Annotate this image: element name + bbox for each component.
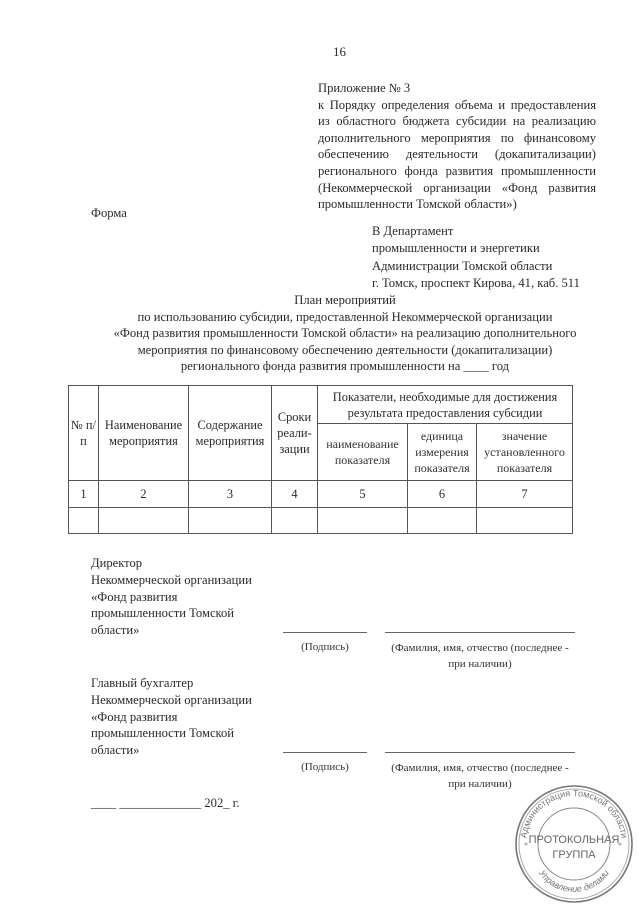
- role-line: Директор: [91, 556, 143, 570]
- column-number: 5: [318, 481, 408, 508]
- column-number: 4: [272, 481, 318, 508]
- role-line: «Фонд развития: [91, 709, 178, 724]
- stamp-outer-bottom: Управление делами: [537, 868, 611, 895]
- director-signature-line[interactable]: [283, 632, 367, 633]
- empty-cell[interactable]: [189, 508, 272, 534]
- document-title: [60, 292, 630, 375]
- column-number: 3: [189, 481, 272, 508]
- role-line: Некоммерческой организации: [91, 692, 252, 707]
- accountant-role: [91, 675, 252, 759]
- appendix-line: обеспечению деятельности (докапитализации): [318, 147, 596, 162]
- column-number: 6: [408, 481, 477, 508]
- role-line: промышленности Томской: [91, 606, 235, 621]
- signature-label: (Подпись): [301, 761, 349, 773]
- svg-text:*: *: [524, 841, 528, 850]
- director-role: [91, 555, 252, 639]
- empty-cell[interactable]: [408, 508, 477, 534]
- column-number: 7: [477, 481, 573, 508]
- title-line: мероприятия по финансовому обеспечению деятельности (докапитализации): [137, 342, 553, 357]
- appendix-line: промышленности Томской области»): [318, 197, 517, 212]
- header-indicator-unit: единица измерения показателя: [408, 424, 477, 481]
- header-indicator-value: значение установленного показателя: [477, 424, 573, 481]
- appendix-line: из областного бюджета субсидии на реализацию: [318, 114, 596, 129]
- header-name: Наименование мероприятия: [99, 386, 189, 481]
- svg-text:*: *: [618, 841, 622, 850]
- appendix-line: дополнительного мероприятия по финансовому: [318, 130, 596, 145]
- svg-text:Администрация Томской области: [518, 788, 629, 839]
- accountant-name-line[interactable]: [385, 752, 575, 753]
- title-line: регионального фонда развития промышленности на ____ год: [180, 359, 510, 374]
- stamp-center-2: ГРУППА: [552, 849, 596, 861]
- empty-cell[interactable]: [318, 508, 408, 534]
- role-line: промышленности Томской: [91, 726, 235, 741]
- role-line: «Фонд развития: [91, 589, 178, 604]
- stamp-center-1: ПРОТОКОЛЬНАЯ: [528, 834, 620, 846]
- addressee-line: Администрации Томской области: [372, 258, 553, 273]
- role-line: области»: [91, 743, 140, 758]
- empty-cell[interactable]: [477, 508, 573, 534]
- header-indicators: Показатели, необходимые для достижения результата предоставления субсидии: [318, 386, 573, 424]
- appendix-line: (Некоммерческой организации «Фонд развития: [318, 180, 596, 195]
- role-line: Главный бухгалтер: [91, 676, 194, 690]
- appendix-line: регионального фонда развития промышленности: [318, 163, 596, 178]
- name-label-line: (Фамилия, имя, отчество (последнее -: [391, 762, 569, 774]
- svg-text:Управление делами: [536, 867, 611, 894]
- name-label-line: при наличии): [448, 778, 512, 790]
- name-label-line: при наличии): [448, 658, 512, 670]
- header-num: № п/п: [69, 386, 99, 481]
- name-label-line: (Фамилия, имя, отчество (последнее -: [391, 642, 569, 654]
- empty-cell[interactable]: [272, 508, 318, 534]
- page-number: 16: [333, 44, 346, 59]
- appendix-line: к Порядку определения объема и предоставления: [318, 97, 596, 112]
- date-line: ____ _____________ 202_ г.: [91, 796, 240, 810]
- addressee-line: В Департамент: [372, 224, 454, 238]
- accountant-signature-line[interactable]: [283, 752, 367, 753]
- addressee-line: г. Томск, проспект Кирова, 41, каб. 511: [372, 275, 580, 290]
- column-number: 1: [69, 481, 99, 508]
- addressee-block: [372, 223, 580, 292]
- column-number: 2: [99, 481, 189, 508]
- title-line: План мероприятий: [294, 293, 396, 307]
- form-label: Форма: [91, 206, 127, 220]
- stamp-icon: [510, 780, 638, 905]
- appendix-block: [318, 80, 596, 213]
- column-number-row: [69, 481, 573, 508]
- title-line: по использованию субсидии, предоставленной Некоммерческой организации: [137, 309, 553, 324]
- empty-row: [69, 508, 573, 534]
- header-content: Содержание мероприятия: [189, 386, 272, 481]
- director-name-line[interactable]: [385, 632, 575, 633]
- name-label: [380, 640, 580, 672]
- header-indicator-name: наименование показателя: [318, 424, 408, 481]
- stamp-outer-top: Администрация Томской области: [518, 787, 630, 839]
- empty-cell[interactable]: [99, 508, 189, 534]
- addressee-line: промышленности и энергетики: [372, 241, 540, 256]
- role-line: Некоммерческой организации: [91, 572, 252, 587]
- header-terms: Сроки реали-зации: [272, 386, 318, 481]
- appendix-title: Приложение № 3: [318, 81, 411, 95]
- signature-label: (Подпись): [301, 641, 349, 653]
- empty-cell[interactable]: [69, 508, 99, 534]
- role-line: области»: [91, 623, 140, 638]
- title-line: «Фонд развития промышленности Томской области» на реализацию дополнительного: [113, 326, 577, 341]
- plan-table: [68, 385, 573, 534]
